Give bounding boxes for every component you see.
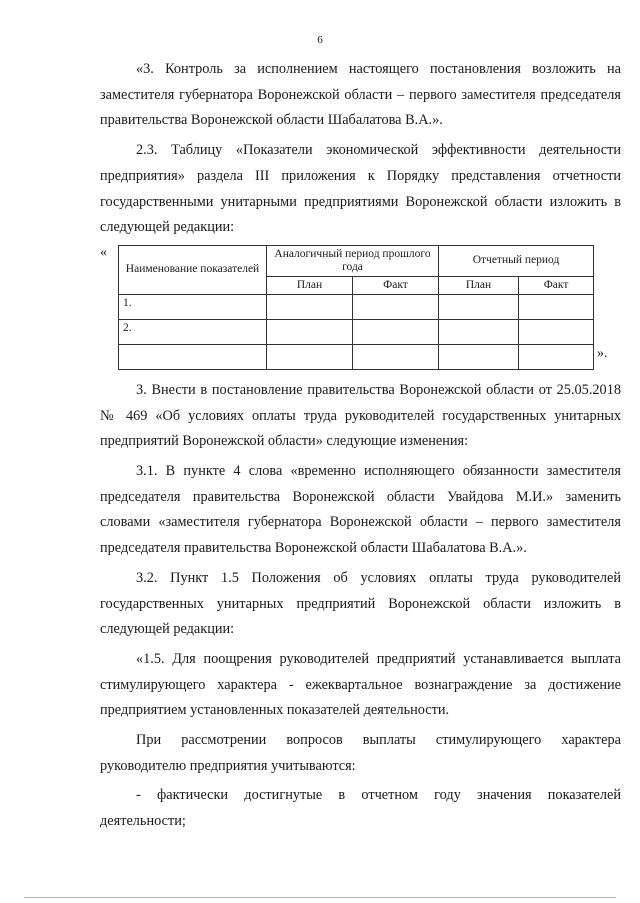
paragraph-1-5: «1.5. Для поощрения руководителей предприятий устанавливается выплата стимулирующего характера - ежеквартальное вознаграждение за достижение предприятием установленных показателей деятельности.	[100, 650, 621, 719]
table-cell	[267, 344, 353, 369]
table-open-quote: «	[100, 244, 107, 260]
header-indicators-name: Наименование показателей	[119, 245, 267, 294]
paragraph-control-clause: «3. Контроль за исполнением настоящего постановления возложить на заместителя губернатора Воронежской области – первого заместителя председателя правительства Воронежской области Шабалатова В.А.».	[100, 61, 621, 129]
table-cell	[439, 319, 519, 344]
table-cell	[519, 344, 594, 369]
table-cell	[439, 294, 519, 319]
table-cell	[353, 319, 439, 344]
table-row	[119, 319, 594, 344]
page-bottom-edge	[24, 897, 616, 898]
paragraph-consideration: При рассмотрении вопросов выплаты стимулирующего характера руководителю предприятия учитываются:	[100, 732, 621, 774]
page-number: 6	[317, 34, 323, 46]
header-prev-period: Аналогичный период прошлого года	[267, 245, 439, 276]
row-number	[119, 344, 267, 369]
table-cell	[353, 344, 439, 369]
paragraph-bullet-achieved: - фактически достигнутые в отчетном году значения показателей деятельности;	[100, 787, 621, 830]
table-header-row	[119, 245, 594, 276]
paragraph-3-2: 3.2. Пункт 1.5 Положения об условиях оплаты труда руководителей государственных унитарных предприятий Воронежской области изложить в следующей редакции:	[100, 569, 621, 638]
row-number: 1.	[119, 294, 267, 319]
table-cell	[439, 344, 519, 369]
paragraph-3: 3. Внести в постановление правительства Воронежской области от 25.05.2018 № 469 «Об условиях оплаты труда руководителей государственных унитарных предприятий Воронежской области» следующие изменения:	[100, 381, 621, 450]
row-number: 2.	[119, 319, 267, 344]
table-row	[119, 344, 594, 369]
indicators-table	[118, 245, 594, 370]
paragraph-2-3: 2.3. Таблицу «Показатели экономической эффективности деятельности предприятия» раздела III приложения к Порядку представления отчетности государственными унитарными предприятиями Воронежской области изложить в следующей редакции:	[100, 142, 621, 236]
table-cell	[519, 319, 594, 344]
header-report-period: Отчетный период	[439, 245, 594, 276]
header-fact-prev: Факт	[353, 276, 439, 294]
paragraph-3-1: 3.1. В пункте 4 слова «временно исполняющего обязанности заместителя председателя правительства Воронежской области Увайдова М.И.» заменить словами «заместителя губернатора Воронежской области – первого заместителя председателя правительства Воронежской области Шабалатова В.А.».	[100, 463, 621, 557]
header-plan-prev: План	[267, 276, 353, 294]
indicators-table-block	[100, 244, 621, 368]
table-cell	[267, 294, 353, 319]
table-cell	[267, 319, 353, 344]
table-row	[119, 294, 594, 319]
header-fact-report: Факт	[519, 276, 594, 294]
table-cell	[353, 294, 439, 319]
document-body	[100, 57, 621, 835]
header-plan-report: План	[439, 276, 519, 294]
table-cell	[519, 294, 594, 319]
table-close-quote: ».	[597, 345, 608, 361]
